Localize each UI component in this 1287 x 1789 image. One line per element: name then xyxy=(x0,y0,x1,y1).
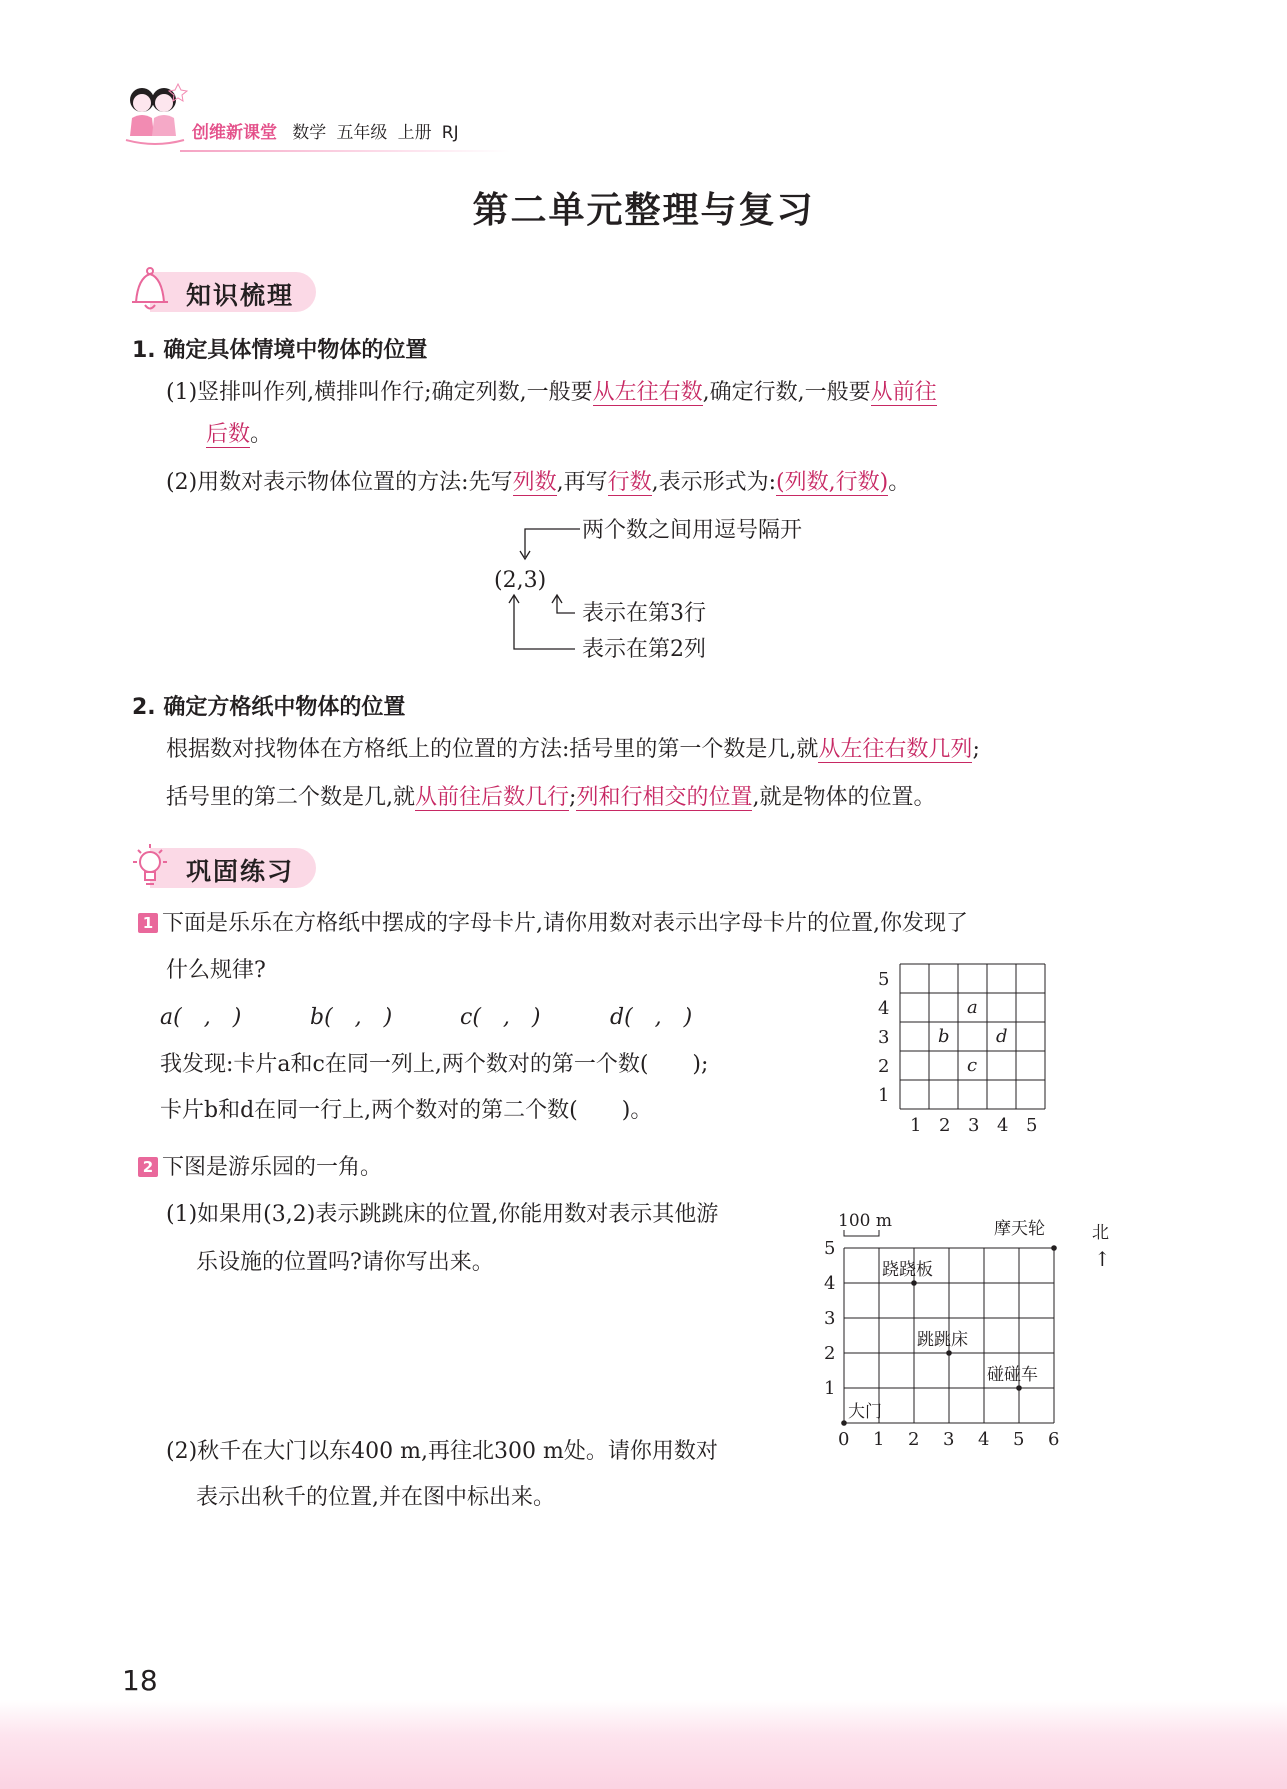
header-subject: 数学 xyxy=(292,123,327,143)
map-y-tick: 2 xyxy=(824,1343,836,1364)
header-bar xyxy=(192,118,459,143)
text: ; xyxy=(569,785,577,810)
map-x-tick: 0 xyxy=(838,1429,850,1450)
note-comma: 两个数之间用逗号隔开 xyxy=(582,518,803,543)
place-label: 摩天轮 xyxy=(994,1219,1045,1239)
map-x-tick: 5 xyxy=(1013,1429,1025,1450)
y-tick-label: 4 xyxy=(878,998,890,1019)
header-volume: 上册 xyxy=(397,123,432,143)
park-map xyxy=(820,1208,1140,1458)
header-mascot-icon xyxy=(120,78,190,148)
s2-line2 xyxy=(166,778,935,818)
place-label: 大门 xyxy=(848,1402,882,1422)
s1-p2 xyxy=(166,463,910,503)
map-y-tick: 5 xyxy=(824,1238,836,1259)
q1-finding-1: 我发现:卡片a和c在同一列上,两个数对的第一个数( ); xyxy=(160,1052,709,1077)
pair-text: (2,3) xyxy=(494,568,547,593)
s2-heading: 2. 确定方格纸中物体的位置 xyxy=(132,695,406,720)
s2-line1 xyxy=(166,730,980,770)
map-y-tick: 4 xyxy=(824,1273,836,1294)
text: 。 xyxy=(888,470,911,495)
s1-p1-line1 xyxy=(166,373,937,413)
answer-text: 后数 xyxy=(206,422,251,447)
q1-text: 下面是乐乐在方格纸中摆成的字母卡片,请你用数对表示出字母卡片的位置,你发现了 xyxy=(162,911,968,936)
page-title: 第二单元整理与复习 xyxy=(472,190,815,231)
map-x-tick: 6 xyxy=(1048,1429,1060,1450)
place-label: 碰碰车 xyxy=(987,1365,1038,1385)
place-dot xyxy=(1016,1385,1022,1391)
text: ,就是物体的位置。 xyxy=(752,785,936,810)
q2-part2-line1: (2)秋千在大门以东400 m,再往北300 m处。请你用数对 xyxy=(166,1439,718,1464)
number-pair-diagram xyxy=(480,505,860,665)
q1-answer-d[interactable]: d( , ) xyxy=(610,1005,693,1030)
q1-line1 xyxy=(138,904,968,944)
card-letter-b: b xyxy=(938,1026,950,1047)
y-tick-label: 3 xyxy=(878,1027,890,1048)
s1-heading: 1. 确定具体情境中物体的位置 xyxy=(132,338,428,363)
x-tick-label: 2 xyxy=(939,1115,951,1136)
q2-part1-line2: 乐设施的位置吗?请你写出来。 xyxy=(196,1250,494,1275)
place-dot xyxy=(1051,1245,1057,1251)
answer-text: 从左往右数 xyxy=(592,380,703,405)
note-column: 表示在第2列 xyxy=(582,637,706,662)
x-tick-label: 3 xyxy=(968,1115,980,1136)
q2-intro xyxy=(138,1148,382,1188)
map-x-tick: 3 xyxy=(943,1429,955,1450)
x-tick-label: 5 xyxy=(1026,1115,1038,1136)
practice-label: 巩固练习 xyxy=(186,857,295,886)
place-dot xyxy=(911,1280,917,1286)
card-letter-c: c xyxy=(967,1055,978,1076)
answer-text: 列数 xyxy=(512,470,557,495)
text: (1)竖排叫作列,横排叫作行;确定列数,一般要 xyxy=(166,380,593,405)
y-tick-label: 2 xyxy=(878,1056,890,1077)
map-x-tick: 4 xyxy=(978,1429,990,1450)
header-grade: 五年级 xyxy=(336,123,388,143)
header-brand: 创维新课堂 xyxy=(192,123,277,143)
text: ,表示形式为: xyxy=(651,470,777,495)
answer-text: 从左往右数几列 xyxy=(818,737,973,762)
header-edition: RJ xyxy=(441,123,459,143)
y-tick-label: 5 xyxy=(878,969,890,990)
q2-text: 下图是游乐园的一角。 xyxy=(162,1155,383,1180)
q1-answer-c[interactable]: c( , ) xyxy=(460,1005,541,1030)
card-letter-a: a xyxy=(967,997,978,1018)
q1-finding-2: 卡片b和d在同一行上,两个数对的第二个数( )。 xyxy=(160,1098,653,1123)
q2-part2-line2: 表示出秋千的位置,并在图中标出来。 xyxy=(196,1485,555,1510)
answer-text: 行数 xyxy=(607,470,652,495)
map-y-tick: 1 xyxy=(824,1378,836,1399)
text: 括号里的第二个数是几,就 xyxy=(166,785,415,810)
letter-grid xyxy=(876,958,1066,1136)
answer-text: 列和行相交的位置 xyxy=(576,785,753,810)
text: 。 xyxy=(250,422,273,447)
north-arrow-icon: ↑ xyxy=(1094,1247,1111,1271)
bell-icon xyxy=(128,264,172,318)
footer-band xyxy=(0,1700,1287,1789)
q2-number-badge: 2 xyxy=(138,1157,158,1177)
q1-answer-b[interactable]: b( , ) xyxy=(310,1005,393,1030)
note-row: 表示在第3行 xyxy=(582,601,706,626)
header-divider xyxy=(180,150,510,152)
text: ,再写 xyxy=(556,470,608,495)
place-label: 跳跳床 xyxy=(917,1330,968,1350)
x-tick-label: 4 xyxy=(997,1115,1009,1136)
scale-label: 100 m xyxy=(838,1211,892,1231)
map-y-tick: 3 xyxy=(824,1308,836,1329)
text: (2)用数对表示物体位置的方法:先写 xyxy=(166,470,513,495)
text: ; xyxy=(972,737,980,762)
map-x-tick: 2 xyxy=(908,1429,920,1450)
s1-p1-line2 xyxy=(206,415,272,455)
north-label: 北 xyxy=(1092,1223,1109,1243)
knowledge-label: 知识梳理 xyxy=(186,281,295,310)
q1-number-badge: 1 xyxy=(138,913,158,933)
card-letter-d: d xyxy=(996,1026,1008,1047)
lightbulb-icon xyxy=(128,840,172,894)
x-tick-label: 1 xyxy=(910,1115,922,1136)
answer-text: 从前往后数几行 xyxy=(415,785,570,810)
text: ,确定行数,一般要 xyxy=(702,380,871,405)
map-x-tick: 1 xyxy=(873,1429,885,1450)
q2-part1-line1: (1)如果用(3,2)表示跳跳床的位置,你能用数对表示其他游 xyxy=(166,1202,719,1227)
place-dot xyxy=(946,1350,952,1356)
q1-line2: 什么规律? xyxy=(166,958,266,983)
text: 根据数对找物体在方格纸上的位置的方法:括号里的第一个数是几,就 xyxy=(166,737,819,762)
answer-text: 从前往 xyxy=(870,380,937,405)
q1-answers xyxy=(160,998,760,1038)
q1-answer-a[interactable]: a( , ) xyxy=(160,1005,242,1030)
answer-text: (列数,行数) xyxy=(776,470,889,495)
page-number: 18 xyxy=(122,1664,158,1697)
place-dot xyxy=(841,1420,847,1426)
y-tick-label: 1 xyxy=(878,1085,890,1106)
place-label: 跷跷板 xyxy=(882,1260,933,1280)
